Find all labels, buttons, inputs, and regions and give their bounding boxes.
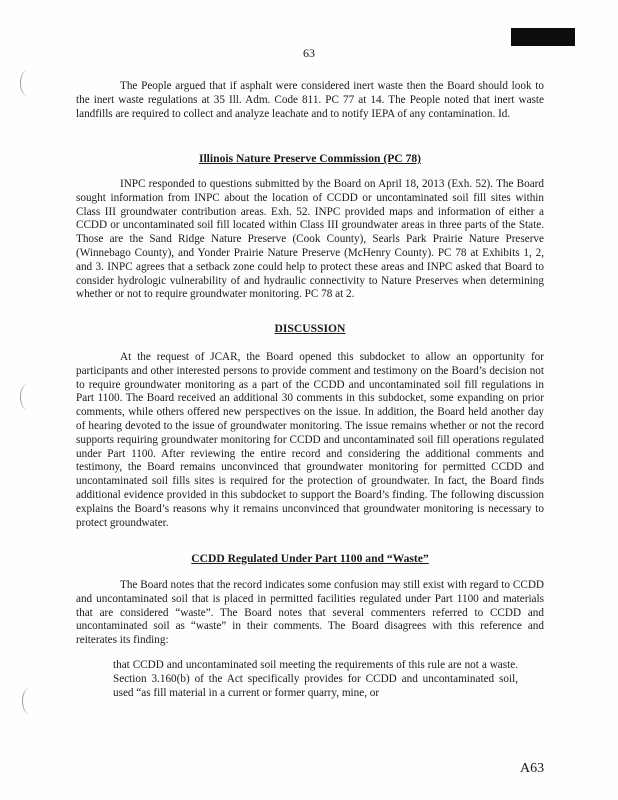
paragraph-ccdd: The Board notes that the record indicates some confusion may still exist with regard to CCDD and uncontaminated soil that is placed in permitted facilities regulated under Part 1100 and materials that are considered “waste”. The Board notes that several commenters referred to CCDD and uncontaminated soil as “waste” in their comments. The Board disagrees with this reference and reiterates its finding: [76, 579, 544, 647]
block-quote: that CCDD and uncontaminated soil meeting the requirements of this rule are not a waste. Section 3.160(b) of the Act specifically provides for CCDD and uncontaminated soil, used “as fill material in a current or former quarry, mine, or [113, 659, 518, 699]
paragraph-inpc: INPC responded to questions submitted by the Board on April 18, 2013 (Exh. 52). The Board sought information from INPC about the location of CCDD or uncontaminated soil fill sites within Class III groundwater contribution areas. Exh. 52. INPC provided maps and information of either a CCDD or uncontaminated soil fill located within Class III groundwater areas in three parts of the State. Those are the Sand Ridge Nature Preserve (Cook County), Searls Park Prairie Nature Preserve (Winnebago County), and Yonder Prairie Nature Preserve (McHenry County). PC 78 at Exhibits 1, 2, and 3. INPC agrees that a setback zone could help to protect these areas and INPC asked that Board to consider hydrologic vulnerability of and hydraulic connectivity to Nature Preserves when determining whether or not to require groundwater monitoring. PC 78 at 2. [76, 178, 544, 301]
paragraph-discussion: At the request of JCAR, the Board opened this subdocket to allow an opportunity for participants and other interested persons to provide comment and testimony on the Board’s decision not to require groundwater monitoring as a part of the CCDD and uncontaminated soil fill regulations in Part 1100. The Board received an additional 30 comments in this subdocket, some expanding on prior comments, while others offered new perspectives on the issue. In addition, the Board held another day of hearing devoted to the issue of groundwater monitoring. The issue remains whether or not the record supports requiring groundwater monitoring for CCDD and uncontaminated soil fill operations regulated under Part 1100. After reviewing the entire record and considering the additional comments and testimony, the Board remains unconvinced that groundwater monitoring for permitted CCDD and uncontaminated soil fills sites is required for the protection of groundwater. In fact, the Board finds additional evidence provided in this subdocket to support the Board’s finding. The following discussion explains the Board’s reasons why it remains unconvinced that groundwater monitoring is necessary to protect groundwater. [76, 351, 544, 529]
binder-hole-mark [20, 384, 35, 410]
page-number: 63 [303, 46, 315, 60]
heading-ccdd-waste: CCDD Regulated Under Part 1100 and “Waste” [191, 552, 429, 565]
heading-inpc: Illinois Nature Preserve Commission (PC 78) [198, 152, 422, 165]
paragraph-people-argued: The People argued that if asphalt were considered inert waste then the Board should look to the inert waste regulations at 35 Ill. Adm. Code 811. PC 77 at 14. The People noted that inert waste landfills are required to collect and analyze leachate and to notify IEPA of any contamination. Id. [76, 80, 544, 120]
heading-discussion: DISCUSSION [274, 322, 346, 335]
footer-page-label: A63 [520, 761, 545, 776]
redaction-block [511, 28, 575, 46]
binder-hole-mark [20, 70, 35, 96]
binder-hole-mark [22, 688, 37, 714]
